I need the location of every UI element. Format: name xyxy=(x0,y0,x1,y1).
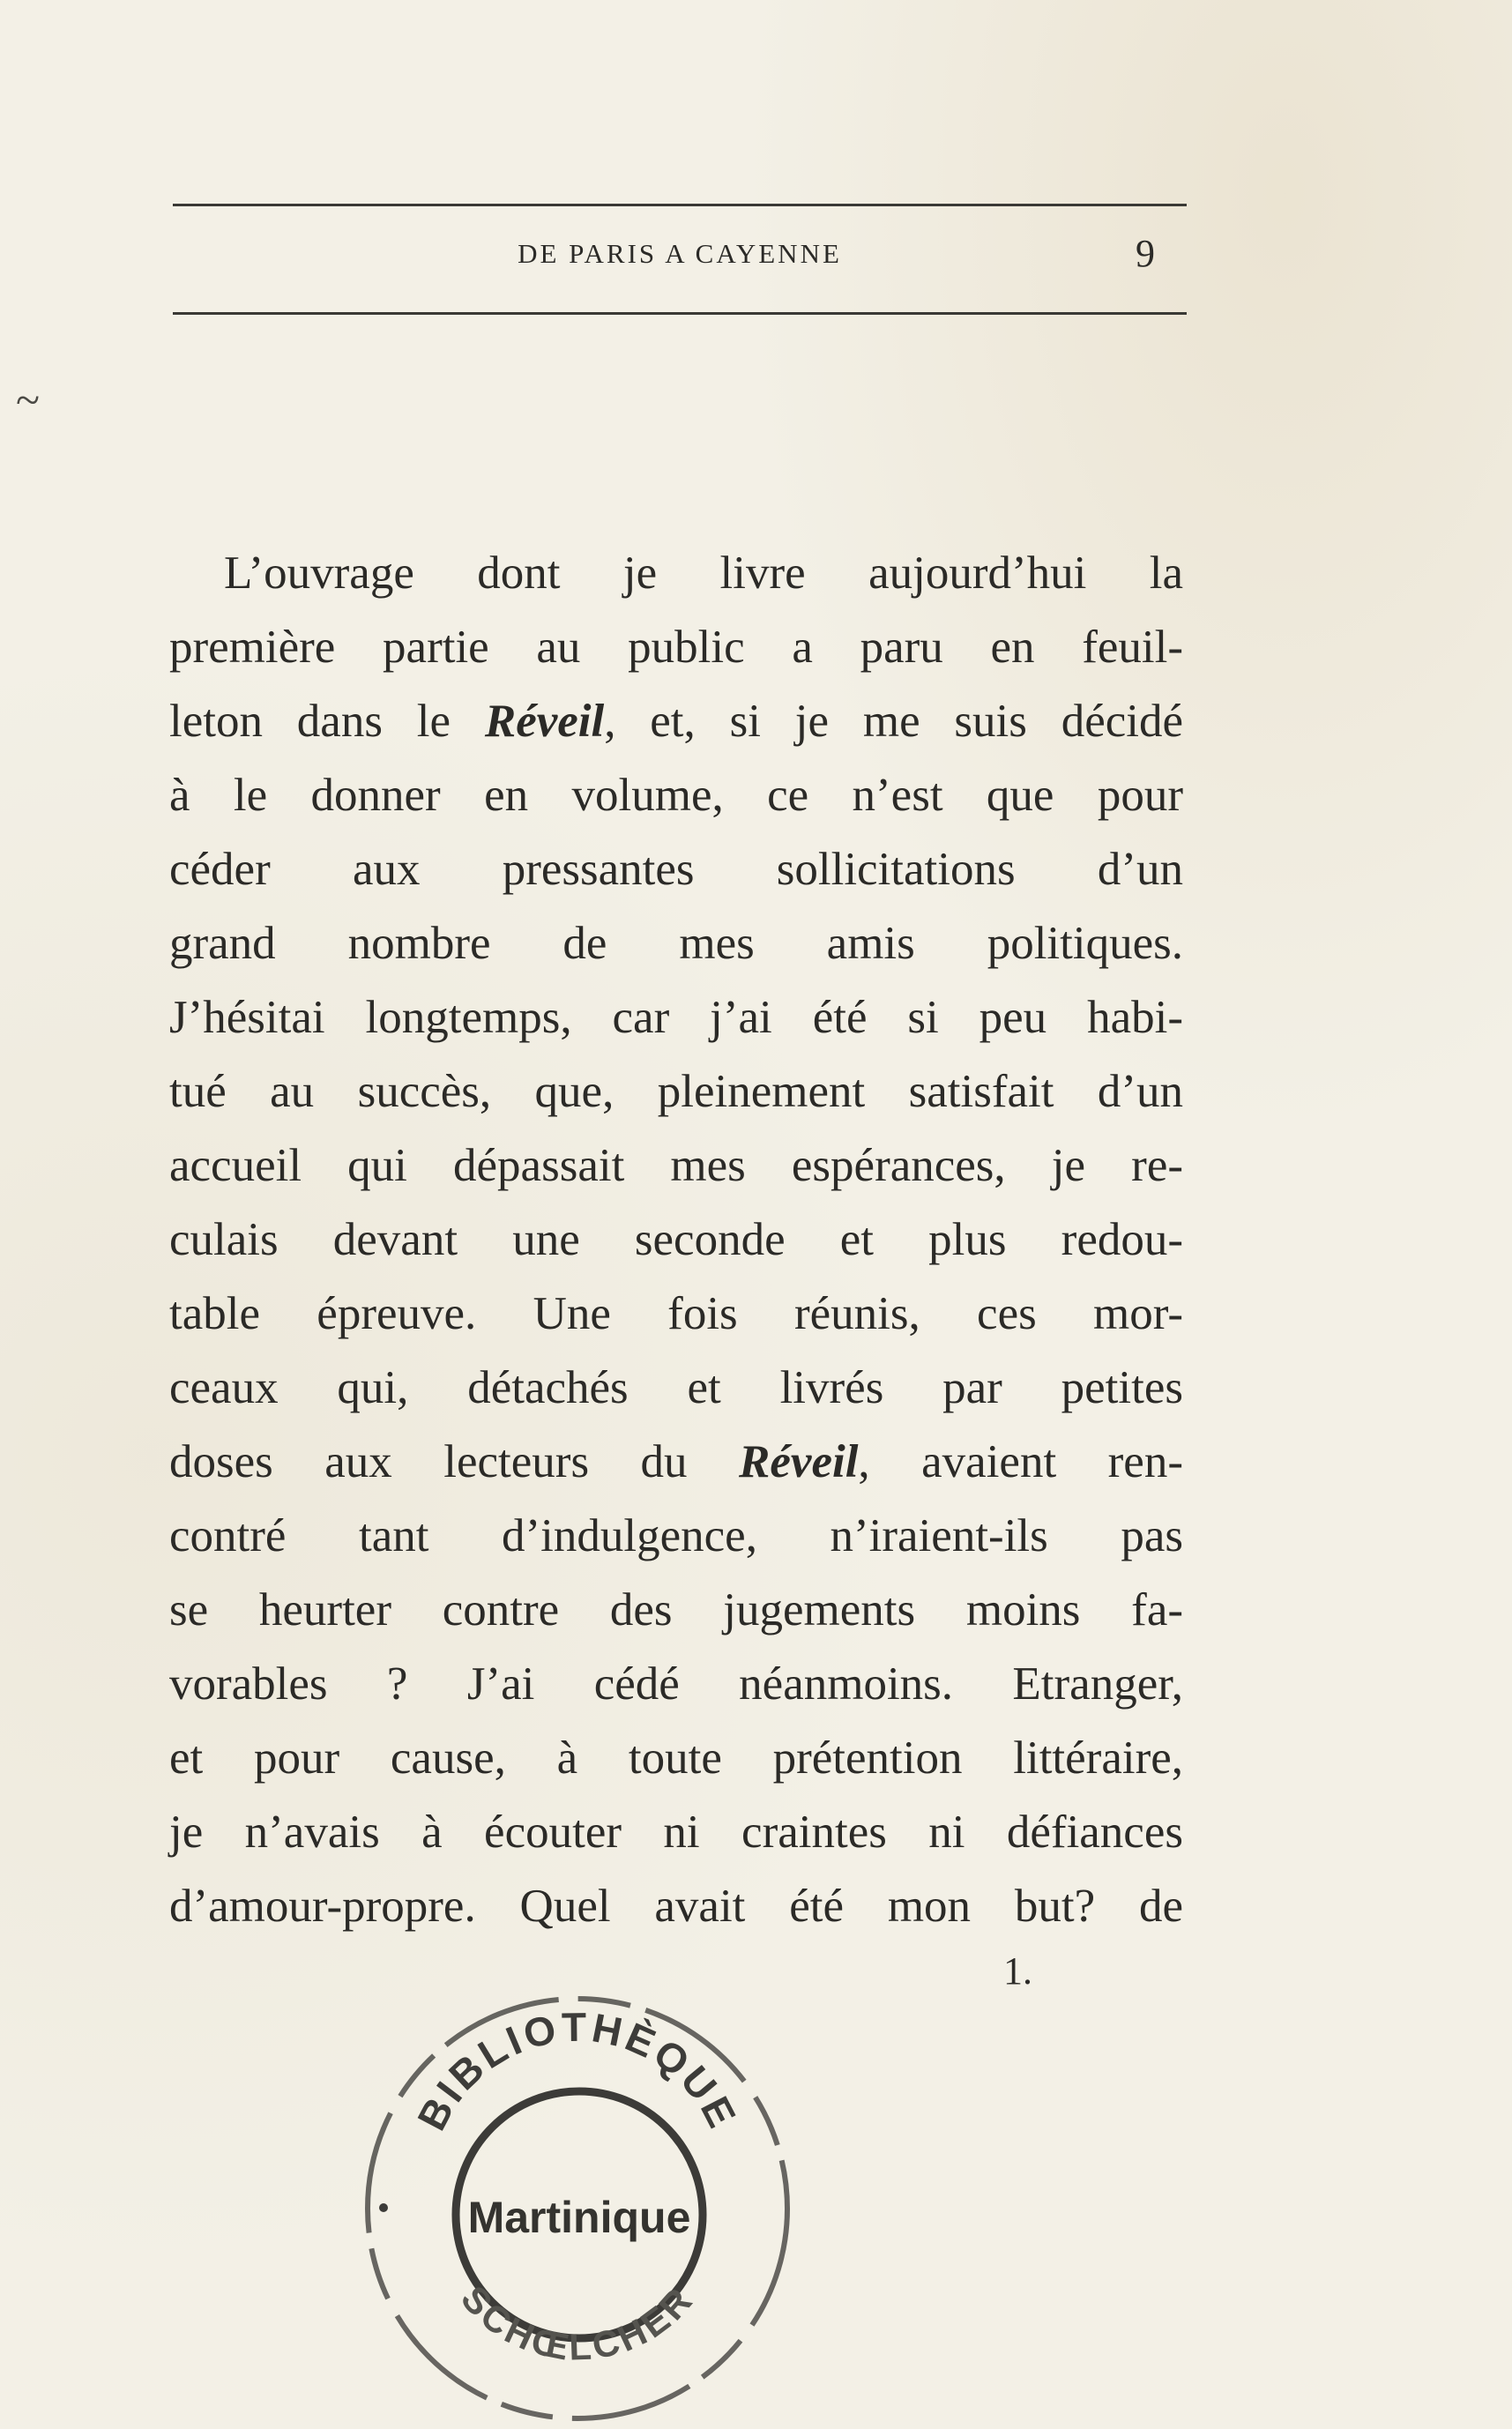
text-line: vorables ? J’ai cédé néanmoins. Etranger, xyxy=(169,1658,1183,1710)
text-line: et pour cause, à toute prétention littéraire, xyxy=(169,1732,1183,1784)
text-line: première partie au public a paru en feuil- xyxy=(169,622,1183,673)
svg-text:SCHŒLCHER xyxy=(453,2277,702,2368)
header-rule-bottom xyxy=(173,312,1187,315)
page-number: 9 xyxy=(1136,232,1155,275)
stamp-center-text: Martinique xyxy=(467,2193,691,2242)
stamp-bottom-text: SCHŒLCHER xyxy=(452,2277,703,2369)
text-line: céder aux pressantes sollicitations d’un xyxy=(169,844,1183,895)
text-line: d’amour-propre. Quel avait été mon but? de xyxy=(169,1881,1183,1932)
italic-title: Réveil xyxy=(484,696,605,747)
text-line: culais devant une seconde et plus redou- xyxy=(169,1214,1183,1265)
text-line: je n’avais à écouter ni craintes ni défiances xyxy=(169,1807,1183,1858)
text-line: à le donner en volume, ce n’est que pour xyxy=(169,770,1183,821)
text-line: tué au succès, que, pleinement satisfait d’un xyxy=(169,1066,1183,1117)
text-line: ceaux qui, détachés et livrés par petites xyxy=(169,1362,1183,1413)
library-stamp xyxy=(348,1984,807,2425)
text-line: se heurter contre des jugements moins fa- xyxy=(169,1584,1183,1635)
margin-mark: ~ xyxy=(16,375,41,424)
text-line: leton dans le Réveil, et, si je me suis décidé xyxy=(169,696,1184,747)
text-line: table épreuve. Une fois réunis, ces mor- xyxy=(169,1288,1183,1339)
text-line: J’hésitai longtemps, car j’ai été si peu habi- xyxy=(169,992,1183,1043)
svg-text:BIBLIOTHÈQUE xyxy=(408,2004,747,2137)
header-rule-top xyxy=(173,204,1187,206)
text-line: accueil qui dépassait mes espérances, je re- xyxy=(169,1140,1183,1191)
text-line: doses aux lecteurs du Réveil, avaient ren- xyxy=(169,1436,1183,1487)
text-line: grand nombre de mes amis politiques. xyxy=(169,918,1183,969)
running-title: DE PARIS A CAYENNE xyxy=(518,238,842,269)
text-line: L’ouvrage dont je livre aujourd’hui la xyxy=(224,548,1183,599)
signature-mark: 1. xyxy=(1003,1949,1032,1993)
text-line: contré tant d’indulgence, n’iraient-ils pas xyxy=(169,1510,1183,1561)
running-head xyxy=(173,231,1187,284)
italic-title: Réveil xyxy=(739,1436,859,1487)
stamp-top-text: BIBLIOTHÈQUE xyxy=(408,2003,747,2138)
body-text xyxy=(169,536,1183,1943)
